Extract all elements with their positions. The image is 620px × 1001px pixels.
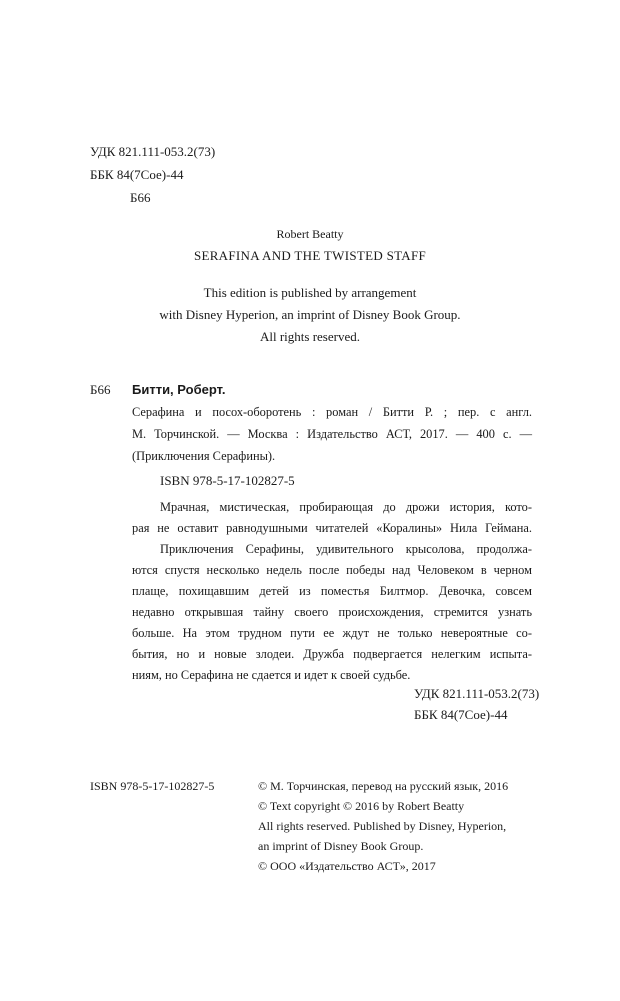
copyright-line-1: © М. Торчинская, перевод на русский язык, 2016 bbox=[258, 779, 509, 793]
copyright-line-3: All rights reserved. Published by Disney, Hyperion, bbox=[258, 819, 507, 833]
annotation-line-3: Приключения Серафины, удивительного крысолова, продолжа- bbox=[160, 542, 532, 556]
catalog-heading: Битти, Роберт. bbox=[132, 382, 226, 397]
original-author: Robert Beatty bbox=[276, 227, 344, 241]
annotation-line-2: рая не оставит равнодушными читателей «Коралины» Нила Геймана. bbox=[132, 521, 532, 535]
annotation-line-5: плаще, похищавшим детей из поместья Билтмор. Девочка, совсем bbox=[132, 584, 532, 598]
annotation-line-6: недавно открывшая тайну своего происхождения, стремится узнать bbox=[132, 605, 532, 619]
bbk-code-top: ББК 84(7Сое)-44 bbox=[90, 167, 184, 182]
catalog-isbn: ISBN 978-5-17-102827-5 bbox=[160, 473, 295, 488]
original-title: SERAFINA AND THE TWISTED STAFF bbox=[193, 248, 427, 263]
copyright-line-5: © ООО «Издательство АСТ», 2017 bbox=[258, 859, 436, 873]
author-mark-top: Б66 bbox=[130, 190, 151, 205]
catalog-bbk: ББК 84(7Сое)-44 bbox=[414, 707, 508, 722]
catalog-description-line-1: Серафина и посох-оборотень : роман / Битти Р. ; пер. с англ. bbox=[132, 405, 532, 419]
footer-isbn: ISBN 978-5-17-102827-5 bbox=[90, 779, 215, 793]
annotation-line-8: бытия, но и новые злодеи. Дружба подвергается нелегким испыта- bbox=[132, 647, 532, 661]
catalog-description-line-2: М. Торчинской. — Москва : Издательство АСТ, 2017. — 400 с. — bbox=[132, 427, 532, 441]
catalog-description-line-3: (Приключения Серафины). bbox=[132, 449, 276, 463]
catalog-mark: Б66 bbox=[90, 382, 111, 397]
annotation-line-4: ются спустя несколько недель после победы над Человеком в черном bbox=[132, 563, 532, 577]
udk-code-top: УДК 821.111-053.2(73) bbox=[90, 144, 216, 159]
copyright-line-4: an imprint of Disney Book Group. bbox=[258, 839, 424, 853]
edition-notice-line-2: with Disney Hyperion, an imprint of Disney Book Group. bbox=[159, 307, 461, 322]
annotation-line-7: больше. На этом трудном пути ее ждут не только невероятные со- bbox=[132, 626, 532, 640]
edition-notice-line-3: All rights reserved. bbox=[259, 329, 360, 344]
edition-notice-line-1: This edition is published by arrangement bbox=[203, 285, 417, 300]
catalog-udk: УДК 821.111-053.2(73) bbox=[414, 686, 540, 701]
annotation-line-1: Мрачная, мистическая, пробирающая до дрожи история, кото- bbox=[160, 500, 532, 514]
annotation-line-9: ниям, но Серафина не сдается и идет к своей судьбе. bbox=[132, 668, 411, 682]
copyright-line-2: © Text copyright © 2016 by Robert Beatty bbox=[258, 799, 465, 813]
